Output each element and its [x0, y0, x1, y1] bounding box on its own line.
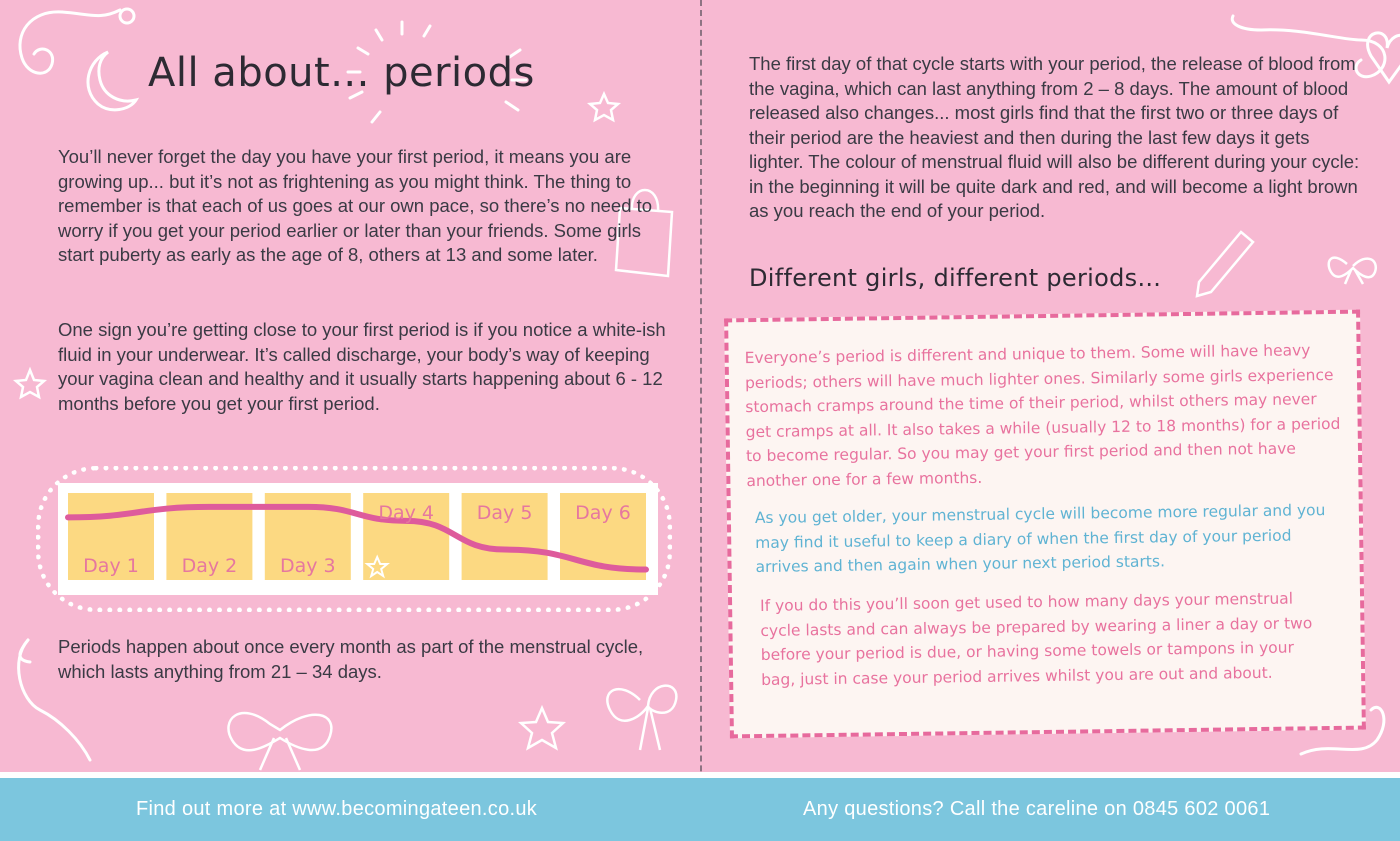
section-subtitle: Different girls, different periods...: [749, 264, 1162, 292]
moon-icon: [88, 52, 136, 110]
page-title: All about... periods: [148, 50, 535, 96]
right-page: [701, 0, 1400, 772]
period-flow-chart: [58, 483, 658, 595]
bow-icon: [228, 686, 676, 770]
day-label: Day 2: [181, 555, 238, 577]
day-label: Day 4: [378, 502, 435, 524]
day-label: Day 3: [279, 555, 336, 577]
notepad-card: [724, 310, 1366, 739]
bow-icon: [1329, 258, 1376, 284]
note-paragraph-1: Everyone’s period is different and unique to them. Some will have heavy periods; others will have much lighter ones. Similarly some girls experience stomach cramps around the time of their period, whilst others may never get cramps at all. It also takes a while (usually 12 to 18 months) for a period to become regular. So you may get your first period and then not have another one for a few months.: [744, 341, 1341, 490]
chart-svg: [58, 483, 658, 595]
footer-careline: Any questions? Call the careline on 0845 602 0061: [803, 798, 1271, 820]
left-page: [0, 0, 700, 772]
cycle-detail-paragraph: The first day of that cycle starts with your period, the release of blood from the vagina, which can last anything from 2 – 8 days. The amount of blood released also changes... most girls find that the first two or three days of their period are the heaviest and then during the last few days it gets lighter. The colour of menstrual fluid will also be different during your cycle: in the beginning it will be quite dark and red, and will become a light brown as you reach the end of your period.: [749, 53, 1360, 221]
note-paragraph-3: If you do this you’ll soon get used to how many days your menstrual cycle lasts and can always be prepared by wearing a liner a day or two before your period is due, or having some towels or tampons in your bag, just in case your period arrives whilst you are out and about.: [759, 589, 1313, 689]
discharge-paragraph: One sign you’re getting close to your first period is if you notice a white-ish fluid in your underwear. It’s called discharge, your body’s way of keeping your vagina clean and healthy and it usually starts happening about 6 - 12 months before you get your first period.: [58, 319, 666, 414]
footer-website: Find out more at www.becomingateen.co.uk: [136, 798, 538, 820]
note-paragraph-2: As you get older, your menstrual cycle will become more regular and you may find it useful to keep a diary of when the first day of your period arrives and then again when your next period starts.: [754, 501, 1326, 577]
cycle-paragraph: Periods happen about once every month as part of the menstrual cycle, which lasts anything from 21 – 34 days.: [58, 636, 644, 682]
day-label: Day 5: [476, 502, 533, 524]
pencil-icon: [1197, 232, 1253, 296]
flow-line: [68, 507, 646, 570]
day-label: Day 1: [83, 555, 139, 577]
day-label: Day 6: [575, 502, 631, 524]
footer-bar: [0, 772, 1400, 841]
intro-paragraph: You’ll never forget the day you have your first period, it means you are growing up... but it’s not as frightening as you might think. The thing to remember is that each of us goes at our own pace, so there’s no need to worry if you get your period earlier or later than your friends. Some girls start puberty as early as the age of 8, others at 13 and some later.: [58, 146, 653, 265]
